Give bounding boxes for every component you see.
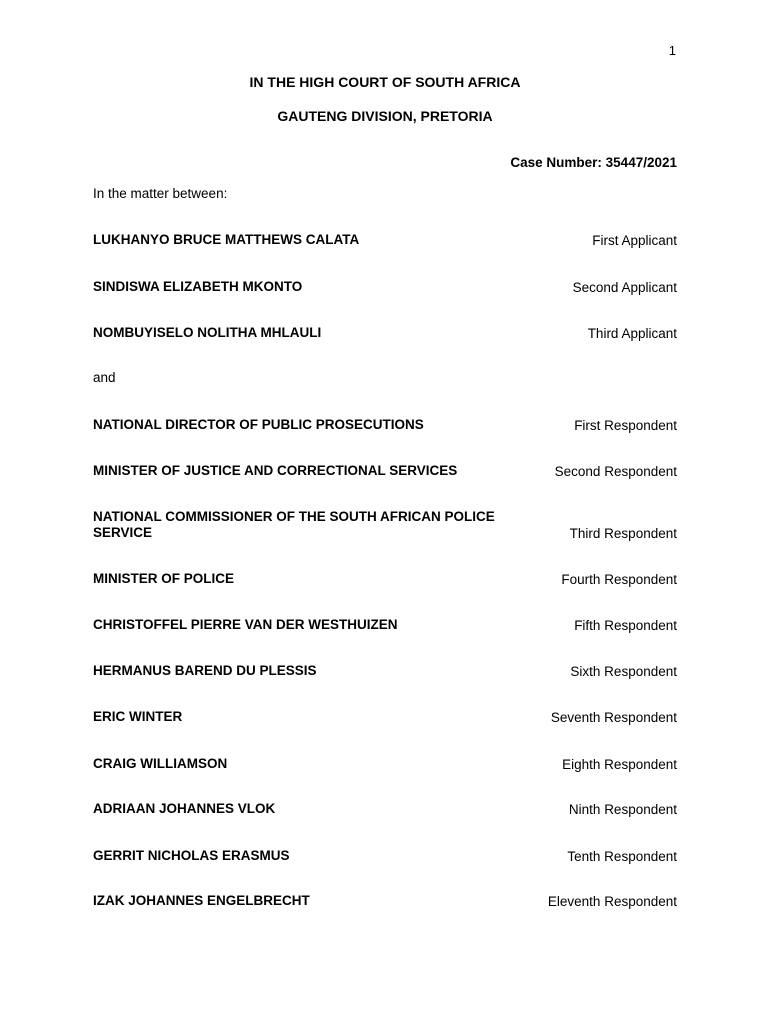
party-row	[93, 571, 677, 587]
party-row	[93, 463, 677, 479]
party-name: HERMANUS BAREND DU PLESSIS	[93, 663, 317, 678]
party-role: First Applicant	[592, 233, 677, 248]
party-name: SINDISWA ELIZABETH MKONTO	[93, 279, 303, 294]
party-role: Third Applicant	[587, 326, 677, 341]
court-division: GAUTENG DIVISION, PRETORIA	[277, 108, 493, 124]
and-separator: and	[93, 370, 116, 385]
party-role: Sixth Respondent	[570, 664, 677, 679]
page-number: 1	[668, 43, 676, 58]
party-name: NOMBUYISELO NOLITHA MHLAULI	[93, 325, 322, 340]
party-name: NATIONAL DIRECTOR OF PUBLIC PROSECUTIONS	[93, 417, 424, 432]
party-name: MINISTER OF POLICE	[93, 571, 235, 586]
party-row	[93, 325, 677, 341]
party-name: CHRISTOFFEL PIERRE VAN DER WESTHUIZEN	[93, 617, 398, 632]
party-role: Ninth Respondent	[568, 802, 677, 817]
party-name: MINISTER OF JUSTICE AND CORRECTIONAL SERVICES	[93, 463, 458, 478]
party-role: Tenth Respondent	[567, 849, 677, 864]
party-role: Fourth Respondent	[561, 572, 677, 587]
party-role: Second Respondent	[554, 464, 677, 479]
party-row	[93, 509, 677, 541]
matter-intro: In the matter between:	[93, 186, 228, 201]
party-row	[93, 417, 677, 433]
party-name: ERIC WINTER	[93, 709, 183, 724]
party-row	[93, 801, 677, 817]
party-row	[93, 709, 677, 725]
party-name: IZAK JOHANNES ENGELBRECHT	[93, 893, 310, 908]
party-name: LUKHANYO BRUCE MATTHEWS CALATA	[93, 232, 360, 247]
party-role: Seventh Respondent	[550, 710, 677, 725]
party-role: Eleventh Respondent	[547, 894, 677, 909]
party-name: GERRIT NICHOLAS ERASMUS	[93, 848, 290, 863]
party-row	[93, 279, 677, 295]
case-number: Case Number: 35447/2021	[510, 155, 677, 170]
party-role: Third Respondent	[569, 526, 677, 541]
party-role: Fifth Respondent	[574, 618, 677, 633]
party-row	[93, 232, 677, 248]
party-name: NATIONAL COMMISSIONER OF THE SOUTH AFRICAN POLICE SERVICE	[93, 509, 495, 540]
party-row	[93, 617, 677, 633]
party-role: Eighth Respondent	[562, 757, 677, 772]
party-row	[93, 663, 677, 679]
party-name: ADRIAAN JOHANNES VLOK	[93, 801, 276, 816]
party-row	[93, 893, 677, 909]
party-name: CRAIG WILLIAMSON	[93, 756, 228, 771]
party-role: First Respondent	[574, 418, 677, 433]
party-row	[93, 848, 677, 864]
party-role: Second Applicant	[572, 280, 677, 295]
court-name: IN THE HIGH COURT OF SOUTH AFRICA	[249, 74, 521, 90]
party-row	[93, 756, 677, 772]
